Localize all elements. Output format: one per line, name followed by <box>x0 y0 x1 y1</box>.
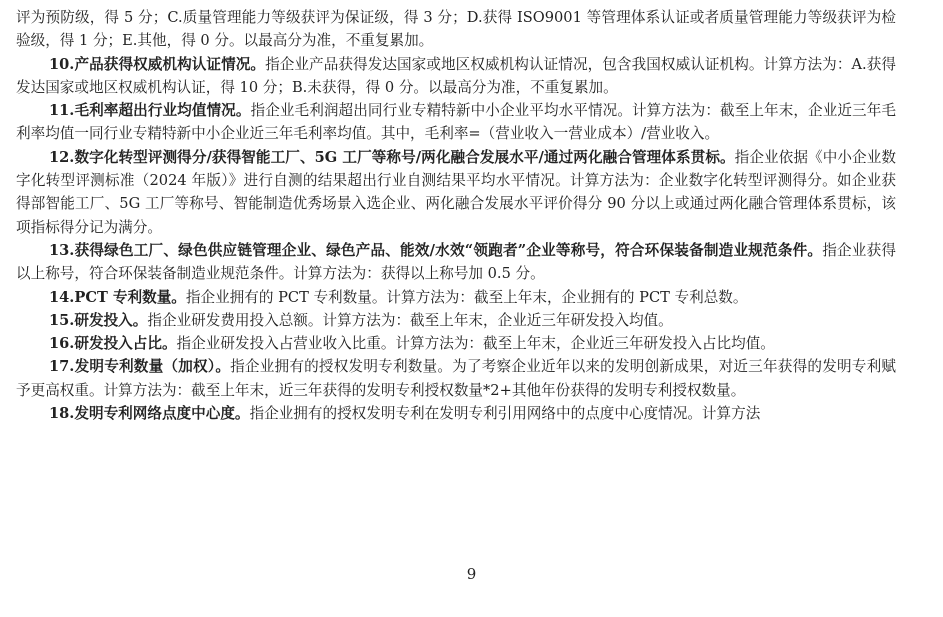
paragraph-heading: 14.PCT 专利数量。 <box>49 288 186 306</box>
paragraph-item-18 <box>16 402 896 425</box>
paragraph-body: 指企业研发费用投入总额。计算方法为：截至上年末，企业近三年研发投入均值。 <box>147 311 673 329</box>
paragraph-body: 指企业获得以上称号，符合环保装备制造业规范条件。计算方法为：获得以上称号加 0.5 分。 <box>16 241 896 283</box>
paragraph-item-10 <box>16 53 896 100</box>
paragraph-item-13 <box>16 239 896 286</box>
paragraph-body: 指企业研发投入占营业收入比重。计算方法为：截至上年末，企业近三年研发投入占比均值。 <box>176 335 775 353</box>
paragraph-continuation <box>16 6 896 53</box>
document-body <box>16 6 896 425</box>
paragraph-item-11 <box>16 99 896 146</box>
paragraph-item-17 <box>16 355 896 402</box>
paragraph-body: 指企业依据《中小企业数字化转型评测标准（2024 年版）》进行自测的结果超出行业自测结果平均水平情况。计算方法为：企业数字化转型评测得分。如企业获得部智能工厂、5G 工厂等称号、智能制造优秀场景入选企业、两化融合发展水平评价得分 90 分以上或通过两化融合管理体系贯标，该项指标得分记为满分。 <box>16 148 896 236</box>
paragraph-heading: 16.研发投入占比。 <box>49 335 177 353</box>
paragraph-body: 指企业拥有的 PCT 专利数量。计算方法为：截至上年末，企业拥有的 PCT 专利总数。 <box>185 288 748 306</box>
paragraph-body: 指企业毛利润超出同行业专精特新中小企业平均水平情况。计算方法为：截至上年末，企业近三年毛利率均值一同行业专精特新中小企业近三年毛利率均值。其中，毛利率=（营业收入一营业成本）/营业收入。 <box>16 102 896 143</box>
paragraph-body: 指企业产品获得发达国家或地区权威机构认证情况，包含我国权威认证机构。计算方法为：A.获得发达国家或地区权威机构认证，得 10 分；B.未获得，得 0 分。以最高分为准，不重复累加。 <box>16 55 897 96</box>
paragraph-item-16 <box>16 332 896 355</box>
paragraph-item-14 <box>16 286 896 309</box>
paragraph-item-15 <box>16 309 896 332</box>
paragraph-body: 指企业拥有的授权发明专利在发明专利引用网络中的点度中心度情况。计算方法 <box>249 405 761 423</box>
paragraph-heading: 17.发明专利数量（加权）。 <box>49 358 231 376</box>
paragraph-heading: 13.获得绿色工厂、绿色供应链管理企业、绿色产品、能效/水效“领跑者”企业等称号，符合环保装备制造业规范条件。 <box>49 241 823 259</box>
paragraph-body: 指企业拥有的授权发明专利数量。为了考察企业近年以来的发明创新成果，对近三年获得的发明专利赋予更高权重。计算方法为：截至上年末，近三年获得的发明专利授权数量*2+其他年份获得的发明专利授权数量。 <box>16 358 896 399</box>
paragraph-heading: 18.发明专利网络点度中心度。 <box>49 405 250 423</box>
paragraph-heading: 12.数字化转型评测得分/获得智能工厂、5G 工厂等称号/两化融合发展水平/通过两化融合管理体系贯标。 <box>49 148 735 166</box>
paragraph-heading: 15.研发投入。 <box>49 311 148 329</box>
paragraph-heading: 11.毛利率超出行业均值情况。 <box>49 102 251 120</box>
paragraph-item-12 <box>16 146 896 239</box>
paragraph-heading: 10.产品获得权威机构认证情况。 <box>49 55 266 73</box>
paragraph-body: 评为预防级，得 5 分；C.质量管理能力等级获评为保证级，得 3 分；D.获得 ISO9001 等管理体系认证或者质量管理能力等级获评为检验级，得 1 分；E.其他，得 0 分。以最高分为准，不重复累加。 <box>16 9 896 50</box>
page-number: 9 <box>466 565 477 583</box>
